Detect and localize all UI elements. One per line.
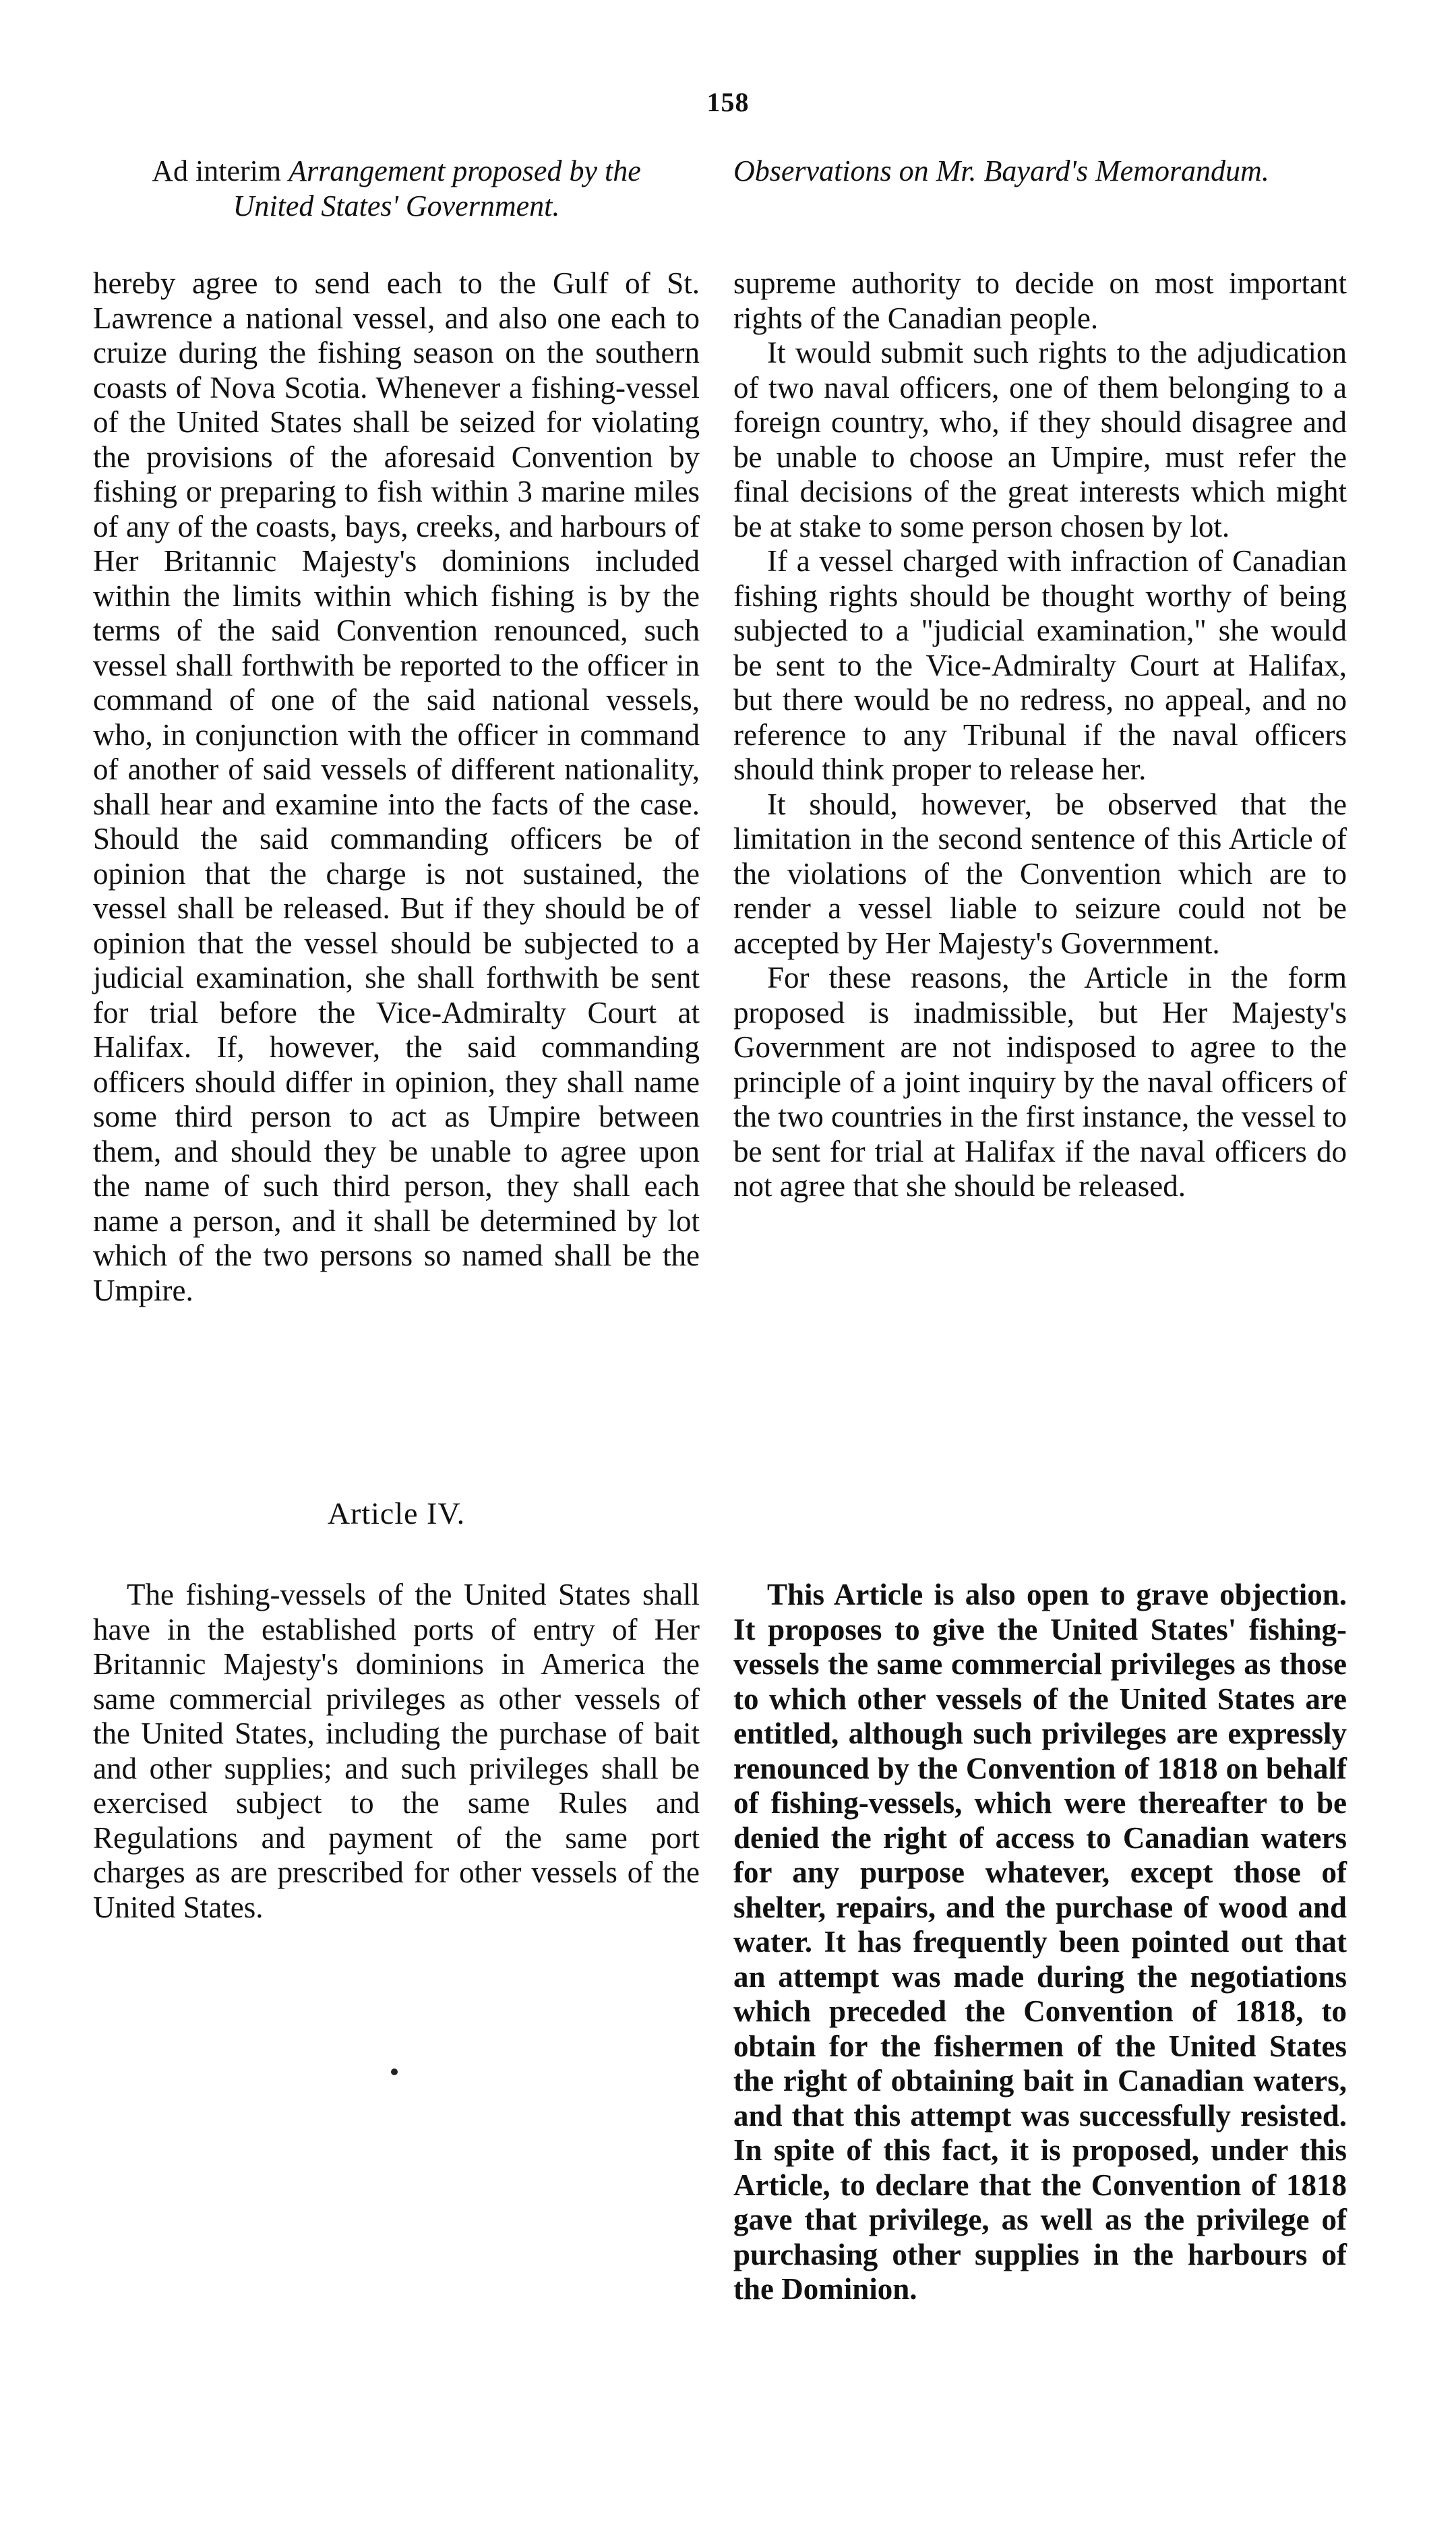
- lower-left-text-block: [93, 1578, 700, 1925]
- upper-right-paragraph-3: If a vessel charged with infraction of Canadian fishing rights should be thought worthy of being subjected to a "judicial examination," she would be sent to the Vice-Admiralty Court at Halifax, but there would be no redress, no appeal, and no reference to any Tribunal if the naval officers should think proper to release her.: [733, 544, 1347, 786]
- right-column-heading: Observations on Mr. Bayard's Memorandum.: [733, 154, 1269, 187]
- ink-dot: [391, 2068, 398, 2075]
- upper-right-paragraph-4: It should, however, be observed that the limitation in the second sentence of this Article of the violations of the Convention which are to render a vessel liable to seizure could not be accepted by Her Majesty's Government.: [733, 787, 1347, 960]
- upper-right-paragraph-2: It would submit such rights to the adjudication of two naval officers, one of them belonging to a foreign country, who, if they should disagree and be unable to choose an Umpire, must refer the final decisions of the great interests which might be at stake to some person chosen by lot.: [733, 336, 1347, 543]
- upper-left-text-block: [93, 266, 700, 1308]
- lower-right-paragraph: This Article is also open to grave objection. It proposes to give the United States' fishing-vessels the same commercial privileges as those to which other vessels of the United States are entitled, although such privileges are expressly renounced by the Convention of 1818 on behalf of fishing-vessels, which were thereafter to be denied the right of access to Canadian waters for any purpose whatever, except those of shelter, repairs, and the purchase of wood and water. It has frequently been pointed out that an attempt was made during the negotiations which preceded the Convention of 1818, to obtain for the fishermen of the United States the right of obtaining bait in Canadian waters, and that this attempt was successfully resisted. In spite of this fact, it is proposed, under this Article, to declare that the Convention of 1818 gave that privilege, as well as the privilege of purchasing other supplies in the harbours of the Dominion.: [733, 1578, 1347, 2306]
- lower-right-text-block: [733, 1578, 1347, 2307]
- upper-right-text-block: [733, 266, 1347, 1204]
- upper-left-paragraph: hereby agree to send each to the Gulf of St. Lawrence a national vessel, and also one each to cruize during the fishing season on the southern coasts of Nova Scotia. Whenever a fishing-vessel of the United States shall be seized for violating the provisions of the aforesaid Convention by fishing or preparing to fish within 3 marine miles of any of the coasts, bays, creeks, and harbours of Her Britannic Majesty's dominions included within the limits within which fishing is by the terms of the said Convention renounced, such vessel shall forthwith be reported to the officer in command of one of the said national vessels, who, in conjunction with the officer in command of another of said vessels of different nationality, shall hear and examine into the facts of the case. Should the said commanding officers be of opinion that the charge is not sustained, the vessel shall be released. But if they should be of opinion that the vessel should be subjected to a judicial examination, she shall forthwith be sent for trial before the Vice-Admiralty Court at Halifax. If, however, the said commanding officers should differ in opinion, they shall name some third person to act as Umpire between them, and should they be unable to agree upon the name of such third person, they shall each name a person, and it shall be determined by lot which of the two persons so named shall be the Umpire.: [93, 266, 700, 1307]
- heading-italic-line-1: Arrangement proposed by the: [289, 154, 641, 187]
- page-number: 158: [706, 87, 750, 117]
- upper-right-paragraph-5: For these reasons, the Article in the form proposed is inadmissible, but Her Majesty's Government are not indisposed to agree to the principle of a joint inquiry by the naval officers of the two countries in the first instance, the vessel to be sent for trial at Halifax if the naval officers do not agree that she should be released.: [733, 961, 1347, 1203]
- article-heading: Article IV.: [327, 1496, 466, 1530]
- heading-lead: Ad interim: [152, 154, 282, 187]
- heading-italic-line-2: United States' Government.: [233, 189, 560, 222]
- upper-right-paragraph-1: supreme authority to decide on most important rights of the Canadian people.: [733, 266, 1347, 335]
- lower-left-paragraph: The fishing-vessels of the United States shall have in the established ports of entry of Her Britannic Majesty's dominions in America the same commercial privileges as other vessels of the United States, including the purchase of bait and other supplies; and such privileges shall be exercised subject to the same Rules and Regulations and payment of the same port charges as are prescribed for other vessels of the United States.: [93, 1578, 700, 1924]
- left-column-heading: [93, 154, 700, 224]
